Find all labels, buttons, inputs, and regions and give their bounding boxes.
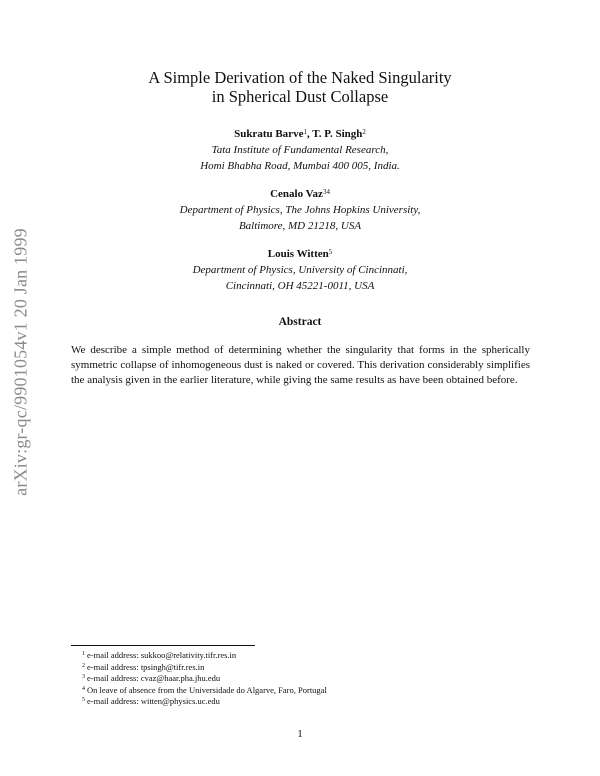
author-names-3	[0, 246, 600, 262]
footnote-item	[82, 673, 542, 685]
footnote-mark: 3	[82, 674, 85, 681]
footnote-text: e-mail address: sukkoo@relativity.tifr.res.in	[87, 650, 237, 660]
footnotes	[82, 650, 542, 708]
affiliation-line: Tata Institute of Fundamental Research,	[211, 144, 389, 156]
author-names-2	[0, 186, 600, 202]
footnote-text: e-mail address: tpsingh@tifr.res.in	[87, 661, 205, 672]
author-name: Cenalo Vaz	[270, 188, 323, 200]
page-number: 1	[297, 728, 303, 740]
author-group-2	[0, 186, 600, 234]
footnote-item	[82, 685, 542, 697]
author-name: T. P. Singh	[312, 128, 363, 140]
footnote-mark: 1	[82, 651, 85, 657]
author-name: Louis Witten	[267, 248, 329, 260]
author-footnote-mark: 2	[362, 128, 366, 136]
footnote-divider	[71, 645, 255, 646]
author-footnote-mark: 5	[328, 248, 333, 256]
affiliation-line: Department of Physics, The Johns Hopkins University,	[179, 204, 421, 216]
affiliation-line: Cincinnati, OH 45221-0011, USA	[225, 280, 375, 292]
abstract-heading: Abstract	[278, 316, 322, 328]
title-line-2: in Spherical Dust Collapse	[211, 87, 389, 106]
affiliation-line: Department of Physics, University of Cincinnati,	[192, 264, 408, 276]
author-names-1: Sukratu Barve$^1$, T. P. Singh$^2$	[234, 128, 366, 140]
footnote-text: e-mail address: cvaz@haar.pha.jhu.edu	[87, 673, 221, 684]
footnote-mark: 5	[82, 697, 85, 704]
author-group-3	[0, 246, 600, 294]
paper-title	[0, 68, 600, 106]
footnote-text: e-mail address: witten@physics.uc.edu	[87, 696, 220, 707]
arxiv-stamp-text: arXiv:gr-qc/9901054v1 20 Jan 1999	[10, 228, 31, 496]
author-footnote-mark: 34	[322, 188, 330, 196]
abstract-text: We describe a simple method of determining whether the singularity that forms in the spherically symmetric collapse of inhomogeneous dust is naked or covered. This derivation considerably simplifies the analysis given in the earlier literature, while giving the same results as have been obtained before.	[71, 344, 530, 386]
affiliation-line: Homi Bhabha Road, Mumbai 400 005, India.	[200, 160, 400, 172]
footnote-text: On leave of absence from the Universidade do Algarve, Faro, Portugal	[87, 684, 327, 695]
title-line-1: A Simple Derivation of the Naked Singularity	[148, 68, 452, 87]
footnote-mark: 2	[82, 662, 85, 669]
footnote-item	[82, 696, 542, 708]
author-group-1	[0, 126, 600, 174]
footnote-item	[82, 662, 542, 674]
affiliation-line: Baltimore, MD 21218, USA	[238, 220, 362, 232]
author-footnote-mark: 1	[303, 128, 307, 136]
footnote-item	[82, 650, 542, 662]
author-name: Sukratu Barve	[234, 128, 304, 140]
footnote-mark: 4	[82, 685, 85, 692]
